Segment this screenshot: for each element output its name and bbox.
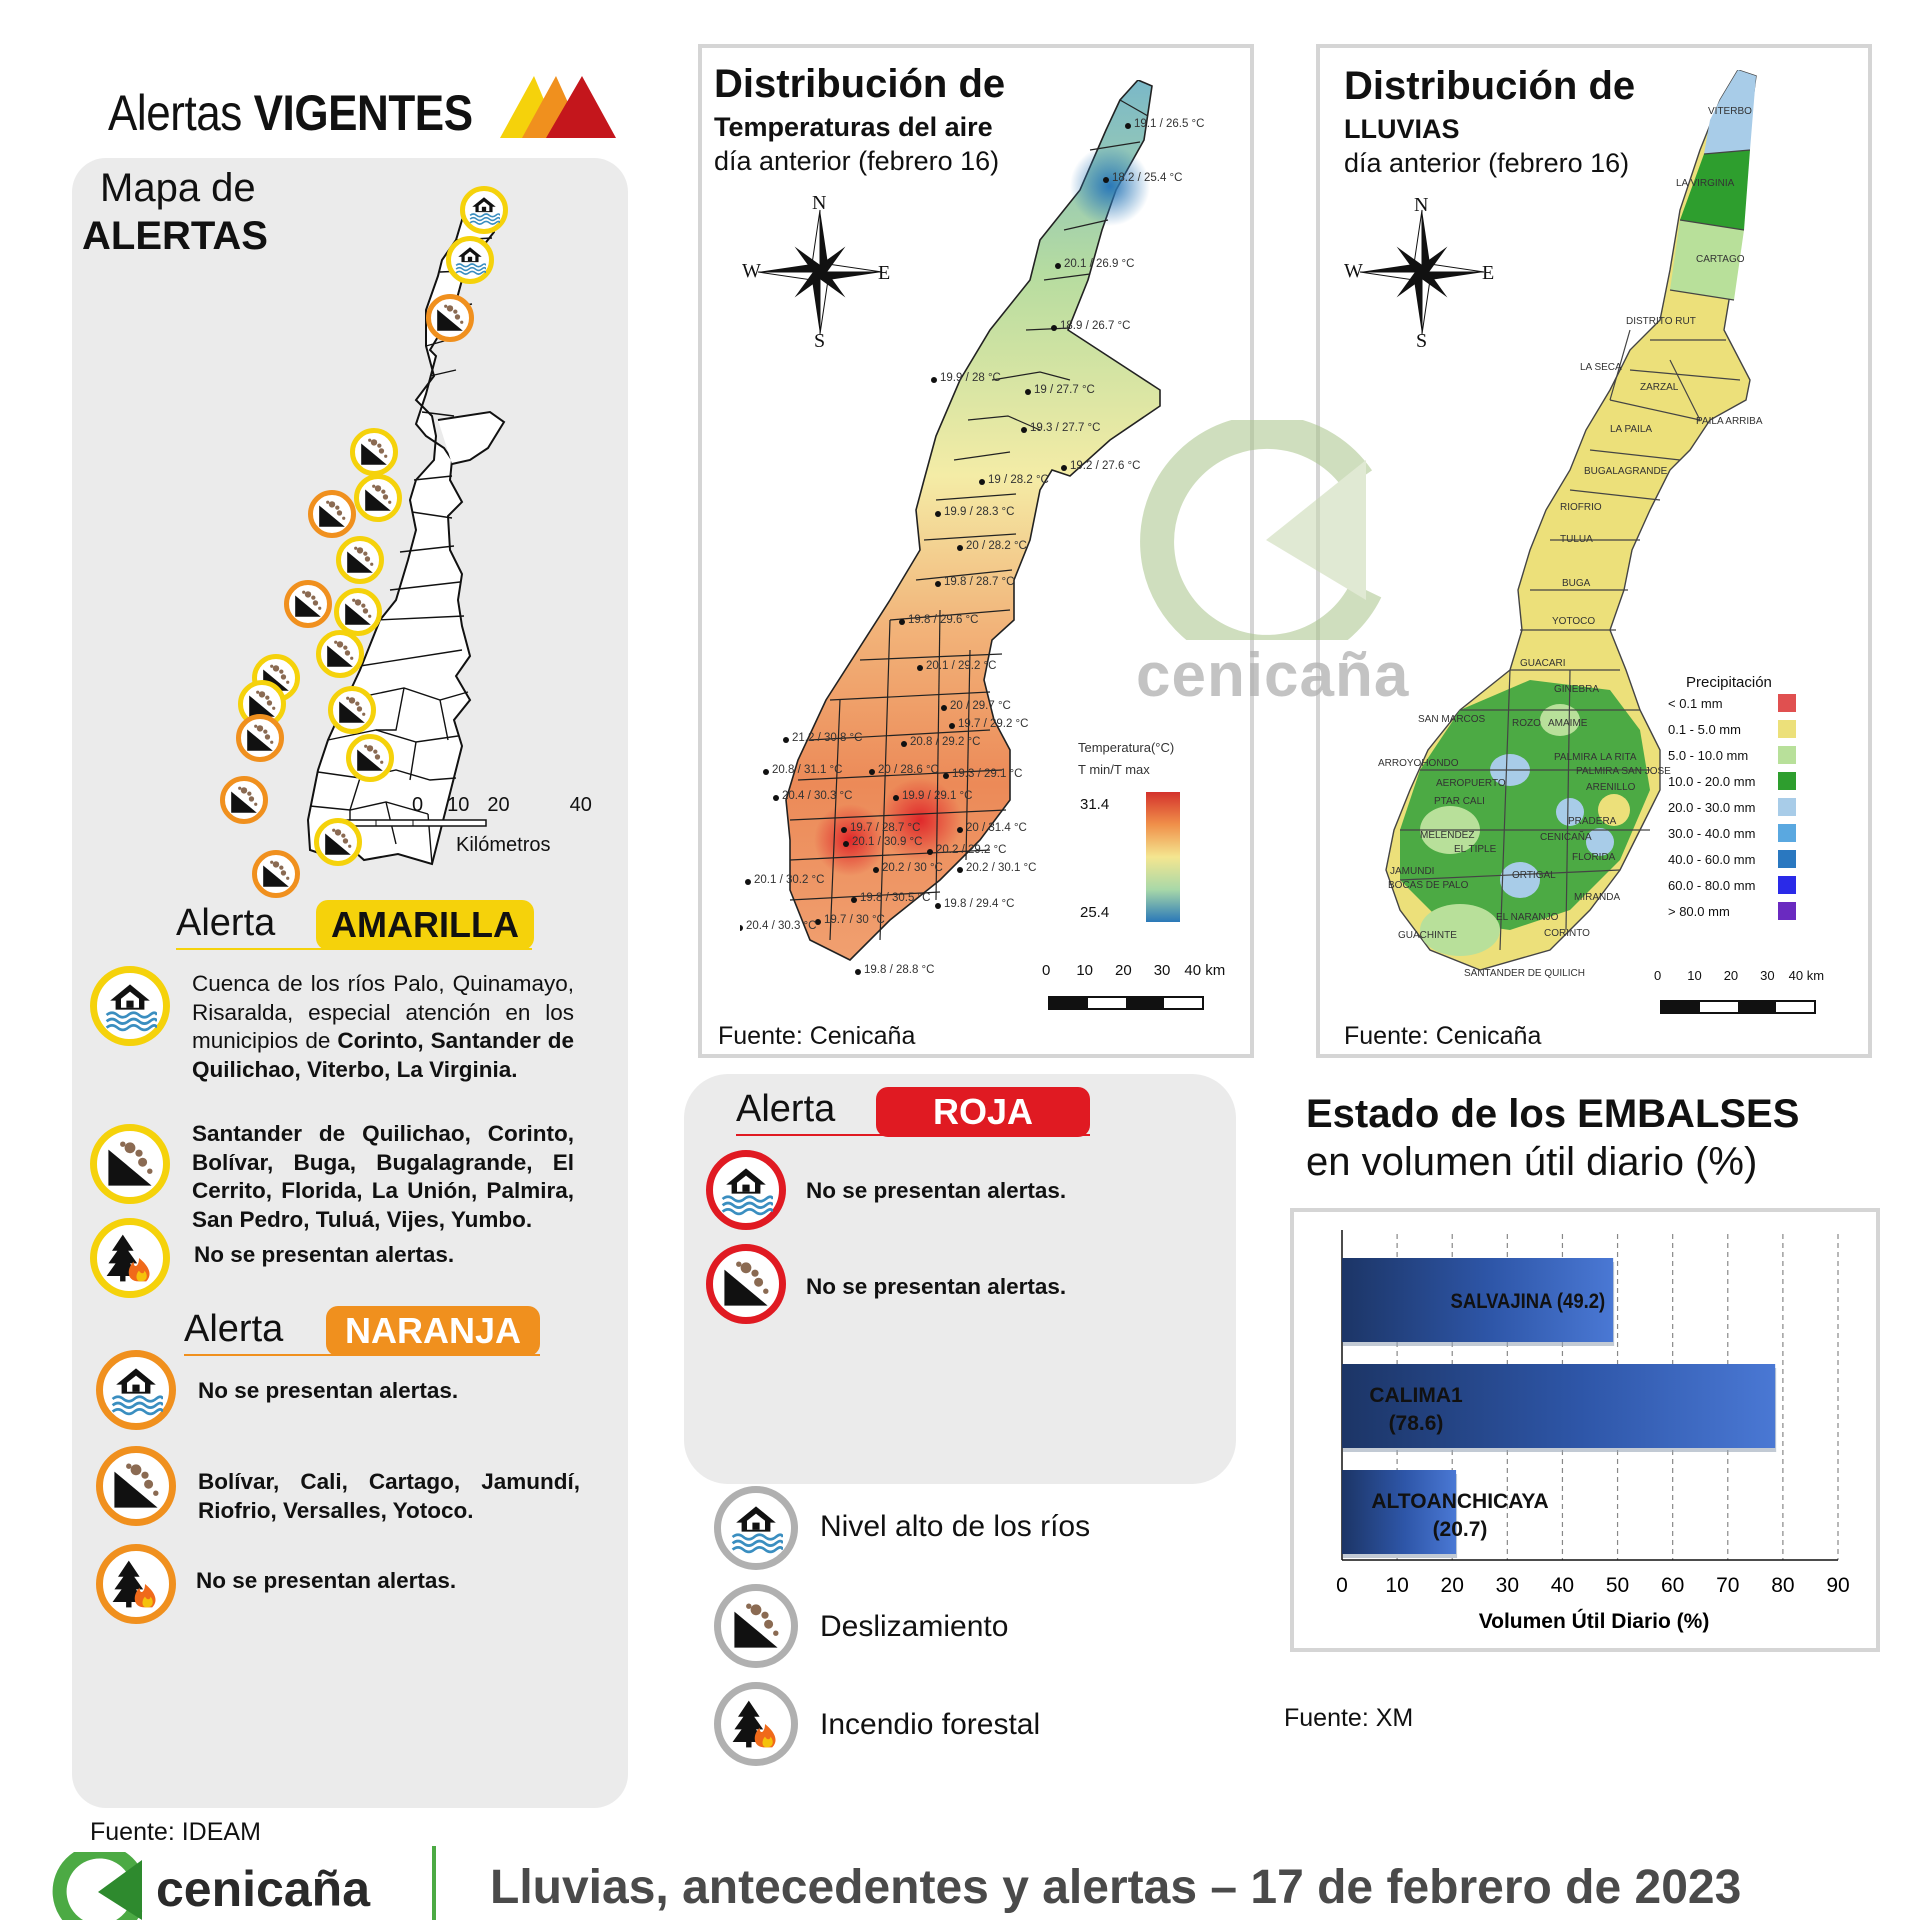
rain-place-label: SAN MARCOS bbox=[1418, 714, 1486, 725]
temp-station-label: 19 / 27.7 °C bbox=[1034, 384, 1095, 396]
temp-station-label: 19.8 / 29.4 °C bbox=[944, 898, 1015, 910]
rain-place-label: PTAR CALI bbox=[1434, 796, 1485, 807]
temp-station-label: 19.3 / 27.7 °C bbox=[1030, 422, 1101, 434]
temp-station-dot bbox=[957, 827, 963, 833]
chart-x-tick: 80 bbox=[1771, 1574, 1795, 1597]
compass-n: N bbox=[1414, 194, 1429, 216]
rain-place-label: YOTOCO bbox=[1552, 616, 1596, 627]
temp-scale-ticks: 0 10 20 30 40 km bbox=[1042, 962, 1226, 979]
temp-station-dot bbox=[763, 769, 769, 775]
temp-station-dot bbox=[873, 867, 879, 873]
rain-place-label: CARTAGO bbox=[1696, 254, 1745, 265]
rain-legend-swatch bbox=[1778, 746, 1796, 764]
chart-x-tick: 50 bbox=[1605, 1574, 1630, 1597]
brand-triangles-icon bbox=[500, 72, 618, 140]
rain-place-label: PALMIRA SAN JOSE bbox=[1576, 766, 1671, 777]
temp-station-dot bbox=[1125, 123, 1131, 129]
chart-x-tick: 0 bbox=[1336, 1574, 1348, 1597]
landslide-icon bbox=[714, 1584, 798, 1668]
temp-station-label: 19.9 / 28.3 °C bbox=[944, 506, 1015, 518]
compass-e: E bbox=[1482, 262, 1495, 284]
temp-station-label: 19.9 / 29.1 °C bbox=[902, 790, 973, 802]
rain-place-label: MIRANDA bbox=[1574, 892, 1621, 903]
temp-station-label: 18.2 / 25.4 °C bbox=[1112, 172, 1183, 184]
temp-station-label: 20.8 / 29.2 °C bbox=[910, 736, 981, 748]
landslide-alert-marker-icon bbox=[426, 294, 474, 342]
rain-place-label: RIOFRIO bbox=[1560, 502, 1602, 513]
landslide-alert-marker-icon bbox=[346, 734, 394, 782]
landslide-alert-marker-icon bbox=[308, 490, 356, 538]
rain-place-label: MELENDEZ bbox=[1420, 830, 1475, 841]
temp-legend-sub: T min/T max bbox=[1078, 762, 1150, 777]
compass-w: W bbox=[742, 260, 761, 282]
temp-station-label: 20.4 / 30.3 °C bbox=[782, 790, 853, 802]
reservoirs-subtitle: en volumen útil diario (%) bbox=[1306, 1140, 1758, 1184]
bar-data-label: SALVAJINA (49.2) bbox=[1450, 1289, 1606, 1314]
temp-station-dot bbox=[935, 511, 941, 517]
temp-station-label: 19.8 / 28.7 °C bbox=[944, 576, 1015, 588]
orange-flood-text: No se presentan alertas. bbox=[198, 1378, 459, 1403]
temp-station-dot bbox=[931, 377, 937, 383]
rain-map-title: Distribución de bbox=[1344, 64, 1636, 108]
chart-x-tick: 90 bbox=[1826, 1574, 1850, 1597]
rain-legend-swatch bbox=[1778, 772, 1796, 790]
temp-station-dot bbox=[901, 741, 907, 747]
rain-place-label: CORINTO bbox=[1544, 928, 1590, 939]
rain-place-label: BUGA bbox=[1562, 578, 1591, 589]
bar-data-label: CALIMA1 bbox=[1369, 1384, 1463, 1407]
rain-scale-bar bbox=[1660, 1000, 1816, 1014]
temp-station-dot bbox=[899, 619, 905, 625]
temp-station-label: 19.7 / 28.7 °C bbox=[850, 822, 921, 834]
red-landslide-text: No se presentan alertas. bbox=[806, 1274, 1067, 1299]
footer-brand: cenicaña bbox=[156, 1861, 371, 1917]
header-title: Alertas VIGENTES bbox=[108, 85, 473, 141]
temperature-map bbox=[740, 80, 1183, 1010]
temp-station-label: 20.2 / 30 °C bbox=[882, 862, 943, 874]
temp-station-dot bbox=[979, 479, 985, 485]
chart-x-tick: 10 bbox=[1385, 1574, 1409, 1597]
rain-legend-swatch bbox=[1778, 694, 1796, 712]
temp-station-dot bbox=[957, 545, 963, 551]
temp-station-label: 19.8 / 28.8 °C bbox=[864, 964, 935, 976]
orange-landslide-text: Bolívar, Cali, Cartago, Jamundí, Riofrio, Versalles, Yotoco. bbox=[198, 1469, 580, 1523]
rain-place-label: TULUA bbox=[1560, 534, 1593, 545]
rain-legend-label: 20.0 - 30.0 mm bbox=[1668, 800, 1756, 815]
flood-alert-marker-icon bbox=[446, 236, 494, 284]
temp-station-label: 20.2 / 29.2 °C bbox=[936, 844, 1007, 856]
rain-legend-label: 60.0 - 80.0 mm bbox=[1668, 878, 1756, 893]
chart-x-tick: 20 bbox=[1440, 1574, 1464, 1597]
rain-place-label: ZARZAL bbox=[1640, 382, 1679, 393]
rain-map-date: día anterior (febrero 16) bbox=[1344, 148, 1630, 178]
temp-map-date: día anterior (febrero 16) bbox=[714, 146, 1000, 176]
chart-x-tick: 30 bbox=[1495, 1574, 1520, 1597]
landslide-alert-marker-icon bbox=[336, 536, 384, 584]
landslide-alert-marker-icon bbox=[328, 686, 376, 734]
rain-place-label: ROZO bbox=[1512, 718, 1541, 729]
rain-place-label: DISTRITO RUT bbox=[1626, 316, 1696, 327]
temp-station-dot bbox=[851, 897, 857, 903]
temp-station-label: 20 / 28.6 °C bbox=[878, 764, 939, 776]
rain-place-label: CENICAÑA bbox=[1540, 832, 1592, 843]
rain-place-label: LA PAILA bbox=[1610, 424, 1653, 435]
legend-rivers: Nivel alto de los ríos bbox=[820, 1510, 1091, 1543]
rain-place-label: PALMIRA bbox=[1554, 752, 1598, 763]
rain-place-label: ARROYOHONDO bbox=[1378, 758, 1459, 769]
temp-station-dot bbox=[740, 925, 743, 931]
temp-station-dot bbox=[917, 665, 923, 671]
landslide-alert-marker-icon bbox=[316, 630, 364, 678]
temp-station-label: 19.9 / 28 °C bbox=[940, 372, 1001, 384]
temp-station-label: 19 / 28.2 °C bbox=[988, 474, 1049, 486]
rain-place-label: BOCAS DE PALO bbox=[1388, 880, 1469, 891]
rain-place-label: JAMUNDI bbox=[1390, 866, 1435, 877]
chart-x-tick: 40 bbox=[1550, 1574, 1575, 1597]
temp-source: Fuente: Cenicaña bbox=[718, 1022, 916, 1050]
landslide-alert-marker-icon bbox=[252, 850, 300, 898]
temp-map-title: Distribución de bbox=[714, 62, 1006, 106]
yellow-alert-label: Alerta bbox=[176, 902, 276, 944]
footer-divider bbox=[432, 1846, 436, 1920]
fire-icon bbox=[96, 1544, 176, 1624]
rain-place-label: PRADERA bbox=[1568, 816, 1617, 827]
temp-station-label: 20.1 / 30.2 °C bbox=[754, 874, 825, 886]
ideam-source: Fuente: IDEAM bbox=[90, 1818, 261, 1846]
compass-s: S bbox=[814, 330, 826, 352]
rain-place-label: VITERBO bbox=[1708, 106, 1752, 117]
temp-map-subtitle: Temperaturas del aire bbox=[714, 112, 993, 142]
fire-icon bbox=[714, 1682, 798, 1766]
landslide-alert-marker-icon bbox=[350, 428, 398, 476]
red-flood-text: No se presentan alertas. bbox=[806, 1178, 1067, 1203]
rain-place-label: ARENILLO bbox=[1586, 782, 1636, 793]
chart-x-tick: 60 bbox=[1660, 1574, 1685, 1597]
temp-station-dot bbox=[1021, 427, 1027, 433]
alert-scale-unit: Kilómetros bbox=[456, 834, 551, 856]
flood-alert-marker-icon bbox=[460, 186, 508, 234]
landslide-alert-marker-icon bbox=[236, 714, 284, 762]
landslide-alert-marker-icon bbox=[314, 818, 362, 866]
temp-station-dot bbox=[893, 795, 899, 801]
temp-station-dot bbox=[1025, 389, 1031, 395]
landslide-alert-marker-icon bbox=[334, 588, 382, 636]
compass-s: S bbox=[1416, 330, 1428, 352]
temp-station-label: 20.1 / 29.2 °C bbox=[926, 660, 997, 672]
rain-place-label: ORTIGAL bbox=[1512, 870, 1556, 881]
temp-station-label: 19.1 / 26.5 °C bbox=[1134, 118, 1205, 130]
chart-x-tick: 70 bbox=[1716, 1574, 1740, 1597]
bar-data-label: (78.6) bbox=[1388, 1412, 1444, 1435]
compass-n: N bbox=[812, 192, 827, 214]
rain-legend-label: 10.0 - 20.0 mm bbox=[1668, 774, 1756, 789]
flood-icon bbox=[96, 1350, 176, 1430]
orange-alert-label: Alerta bbox=[184, 1308, 284, 1350]
temp-station-dot bbox=[855, 969, 861, 975]
temp-station-dot bbox=[745, 879, 751, 885]
rain-legend-swatch bbox=[1778, 798, 1796, 816]
landslide-alert-marker-icon bbox=[284, 580, 332, 628]
temp-station-label: 20.4 / 30.3 °C bbox=[746, 920, 817, 932]
rain-legend-swatch bbox=[1778, 720, 1796, 738]
yellow-landslide-text: Santander de Quilichao, Corinto, Bolívar, Buga, Bugalagrande, El Cerrito, Florida, La Unión, Palmira, San Pedro, Tuluá, Vijes, Yumbo. bbox=[192, 1121, 574, 1232]
rain-legend-swatch bbox=[1778, 902, 1796, 920]
rain-legend-label: 30.0 - 40.0 mm bbox=[1668, 826, 1756, 841]
temp-station-label: 20.1 / 30.9 °C bbox=[852, 836, 923, 848]
rain-place-label: AMAIME bbox=[1548, 718, 1588, 729]
temp-station-label: 18.9 / 26.7 °C bbox=[1060, 320, 1131, 332]
landslide-alert-marker-icon bbox=[354, 474, 402, 522]
rain-legend-label: 0.1 - 5.0 mm bbox=[1668, 722, 1741, 737]
rain-place-label: EL TIPLE bbox=[1454, 844, 1497, 855]
flood-icon bbox=[706, 1150, 786, 1230]
temp-station-dot bbox=[927, 849, 933, 855]
alert-scale-ticks: 0 10 20 40 bbox=[412, 794, 592, 816]
temp-station-dot bbox=[943, 773, 949, 779]
landslide-alert-marker-icon bbox=[220, 776, 268, 824]
rain-scale-ticks: 0 10 20 30 40 km bbox=[1654, 968, 1825, 983]
reservoir-source: Fuente: XM bbox=[1284, 1704, 1414, 1732]
temp-station-dot bbox=[1051, 325, 1057, 331]
temp-legend-title: Temperatura(°C) bbox=[1078, 740, 1175, 755]
rain-legend-title: Precipitación bbox=[1686, 674, 1772, 691]
rain-legend-label: < 0.1 mm bbox=[1668, 696, 1723, 711]
rain-map-subtitle: LLUVIAS bbox=[1344, 114, 1460, 144]
temp-station-dot bbox=[935, 903, 941, 909]
temp-station-label: 19.7 / 29.2 °C bbox=[958, 718, 1029, 730]
temp-station-dot bbox=[949, 723, 955, 729]
temp-legend-min: 25.4 bbox=[1080, 904, 1110, 921]
flood-icon bbox=[90, 966, 170, 1046]
temp-station-label: 20 / 29.7 °C bbox=[950, 700, 1011, 712]
alert-map-subtitle: ALERTAS bbox=[82, 214, 268, 258]
rain-place-label: GINEBRA bbox=[1554, 684, 1600, 695]
rain-legend-swatch bbox=[1778, 876, 1796, 894]
temp-station-dot bbox=[941, 705, 947, 711]
flood-icon bbox=[714, 1486, 798, 1570]
red-badge: ROJA bbox=[876, 1087, 1090, 1137]
rain-place-label: PAILA ARRIBA bbox=[1696, 416, 1763, 427]
temp-station-dot bbox=[783, 737, 789, 743]
landslide-icon bbox=[706, 1244, 786, 1324]
rain-place-label: LA RITA bbox=[1600, 752, 1637, 763]
footer-title: Lluvias, antecedentes y alertas – 17 de febrero de 2023 bbox=[490, 1861, 1742, 1914]
rain-legend-label: 5.0 - 10.0 mm bbox=[1668, 748, 1749, 763]
temp-station-dot bbox=[1055, 263, 1061, 269]
landslide-icon bbox=[90, 1124, 170, 1204]
rain-legend-swatch bbox=[1778, 850, 1796, 868]
rain-place-label: EL NARANJO bbox=[1496, 912, 1559, 923]
compass-w: W bbox=[1344, 260, 1363, 282]
alert-map-title: Mapa de bbox=[100, 166, 256, 210]
temp-station-dot bbox=[957, 867, 963, 873]
temp-legend-bar bbox=[1146, 792, 1180, 922]
rain-place-label: AEROPUERTO bbox=[1436, 778, 1506, 789]
watermark-text: cenicaña bbox=[1136, 641, 1410, 710]
yellow-badge: AMARILLA bbox=[316, 900, 534, 950]
temp-station-dot bbox=[935, 581, 941, 587]
red-alert-label: Alerta bbox=[736, 1088, 836, 1130]
temp-station-label: 19.7 / 30 °C bbox=[824, 914, 885, 926]
temp-legend-max: 31.4 bbox=[1080, 796, 1110, 813]
rain-place-label: SANTANDER DE QUILICH bbox=[1464, 968, 1585, 979]
rain-legend-label: 40.0 - 60.0 mm bbox=[1668, 852, 1756, 867]
rain-place-label: GUACHINTE bbox=[1398, 930, 1457, 941]
fire-icon bbox=[90, 1218, 170, 1298]
temp-station-label: 19.2 / 27.6 °C bbox=[1070, 460, 1141, 472]
bar-data-label: (20.7) bbox=[1432, 1518, 1488, 1541]
rain-place-label: BUGALAGRANDE bbox=[1584, 466, 1668, 477]
rain-source: Fuente: Cenicaña bbox=[1344, 1022, 1542, 1050]
rain-place-label: LA VIRGINIA bbox=[1676, 178, 1735, 189]
temp-station-label: 20.1 / 26.9 °C bbox=[1064, 258, 1135, 270]
chart-x-axis-label: Volumen Útil Diario (%) bbox=[1478, 1610, 1710, 1633]
reservoirs-title: Estado de los EMBALSES bbox=[1306, 1092, 1800, 1136]
landslide-icon bbox=[96, 1446, 176, 1526]
cenicana-watermark-logo bbox=[1136, 420, 1416, 640]
legend-fire: Incendio forestal bbox=[820, 1708, 1041, 1741]
rain-place-label: FLORIDA bbox=[1572, 852, 1616, 863]
temp-station-dot bbox=[841, 827, 847, 833]
rain-legend-label: > 80.0 mm bbox=[1668, 904, 1730, 919]
temp-station-dot bbox=[773, 795, 779, 801]
temp-station-dot bbox=[869, 769, 875, 775]
temp-station-label: 21.2 / 30.8 °C bbox=[792, 732, 863, 744]
reservoir-bar-chart bbox=[1296, 1214, 1876, 1646]
cenicana-logo-icon bbox=[48, 1852, 144, 1920]
temp-station-dot bbox=[843, 841, 849, 847]
orange-badge: NARANJA bbox=[326, 1306, 540, 1356]
yellow-flood-text: Cuenca de los ríos Palo, Quinamayo, Risaralda, especial atención en los municipios de Corinto, Santander de Quilichao, Viterbo, La Virginia. bbox=[192, 971, 574, 1082]
bar-data-label: ALTOANCHICAYA bbox=[1371, 1490, 1549, 1513]
rain-place-label: LA SECA bbox=[1580, 362, 1622, 373]
temp-station-label: 20 / 31.4 °C bbox=[966, 822, 1027, 834]
temp-scale-bar bbox=[1048, 996, 1204, 1010]
compass-e: E bbox=[878, 262, 891, 284]
temp-station-label: 19.8 / 30.5 °C bbox=[860, 892, 931, 904]
temp-station-dot bbox=[1103, 177, 1109, 183]
temp-station-label: 20.8 / 31.1 °C bbox=[772, 764, 843, 776]
orange-fire-text: No se presentan alertas. bbox=[196, 1568, 457, 1593]
alert-map-scale bbox=[340, 820, 486, 826]
rain-legend-swatch bbox=[1778, 824, 1796, 842]
temp-station-dot bbox=[1061, 465, 1067, 471]
temp-station-label: 20.2 / 30.1 °C bbox=[966, 862, 1037, 874]
temp-station-label: 19.3 / 29.1 °C bbox=[952, 768, 1023, 780]
temp-station-label: 19.8 / 29.6 °C bbox=[908, 614, 979, 626]
temp-station-label: 20 / 28.2 °C bbox=[966, 540, 1027, 552]
rain-place-label: GUACARI bbox=[1520, 658, 1566, 669]
yellow-fire-text: No se presentan alertas. bbox=[194, 1242, 455, 1267]
legend-landslide: Deslizamiento bbox=[820, 1610, 1009, 1643]
